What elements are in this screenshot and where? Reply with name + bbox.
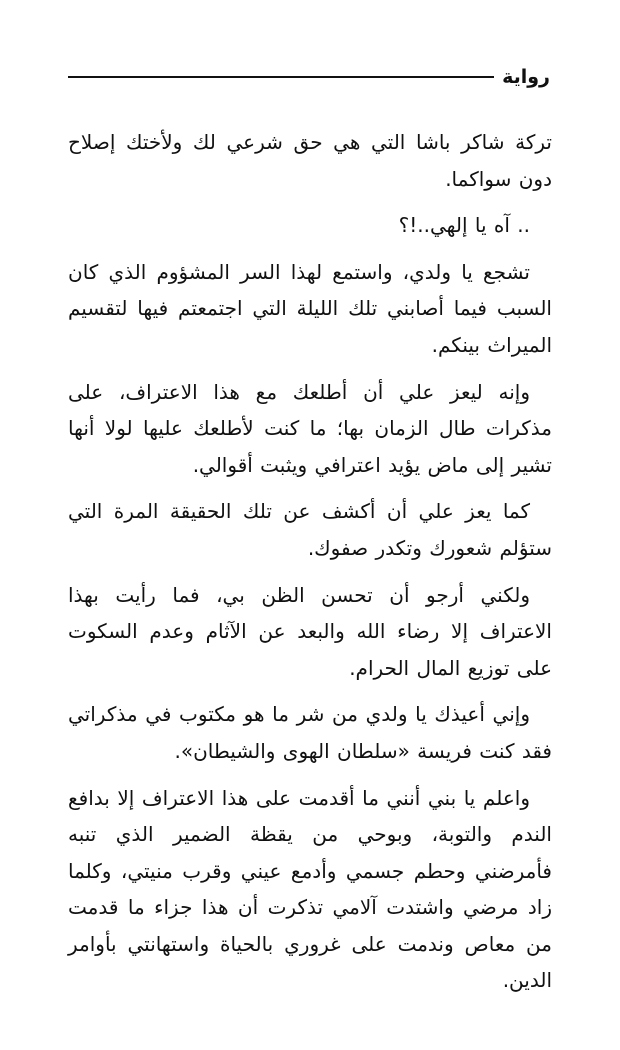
page-body — [68, 124, 552, 1009]
paragraph: وإنه ليعز علي أن أطلعك مع هذا الاعتراف، على مذكرات طال الزمان بها؛ ما كنت لأطلعك عليها لولا أنها تشير إلى ماض يؤيد اعترافي ويثبت أقوالي. — [68, 379, 552, 477]
paragraph: تشجع يا ولدي، واستمع لهذا السر المشؤوم الذي كان السبب فيما أصابني تلك الليلة التي اجتمعتم فيها لتقسيم الميراث بينكم. — [68, 259, 552, 357]
paragraph: ولكني أرجو أن تحسن الظن بي، فما رأيت بهذا الاعتراف إلا رضاء الله والبعد عن الآثام وعدم السكوت على توزيع المال الحرام. — [68, 582, 552, 680]
header-rule — [68, 76, 494, 78]
running-header — [68, 62, 550, 92]
paragraph: واعلم يا بني أنني ما أقدمت على هذا الاعتراف إلا بدافع الندم والتوبة، وبوحي من يقظة الضمير الذي تنبه فأمرضني وحطم جسمي وأدمع عيني وقرب منيتي، وكلما زاد مرضي واشتدت آلامي تذكرت أن هذا جزاء ما قدمت من معاص وندمت على غروري بالحياة واستهانتي بأوامر الدين. — [68, 785, 552, 993]
paragraph: .. آه يا إلهي..!؟ — [398, 213, 530, 238]
paragraph: كما يعز علي أن أكشف عن تلك الحقيقة المرة التي ستؤلم شعورك وتكدر صفوك. — [68, 499, 552, 560]
paragraph: وإني أعيذك يا ولدي من شر ما هو مكتوب في مذكراتي فقد كنت فريسة «سلطان الهوى والشيطان». — [68, 702, 552, 763]
running-header-title: رواية — [502, 66, 550, 88]
paragraph: تركة شاكر باشا التي هي حق شرعي لك ولأختك إصلاح دون سواكما. — [68, 130, 552, 191]
